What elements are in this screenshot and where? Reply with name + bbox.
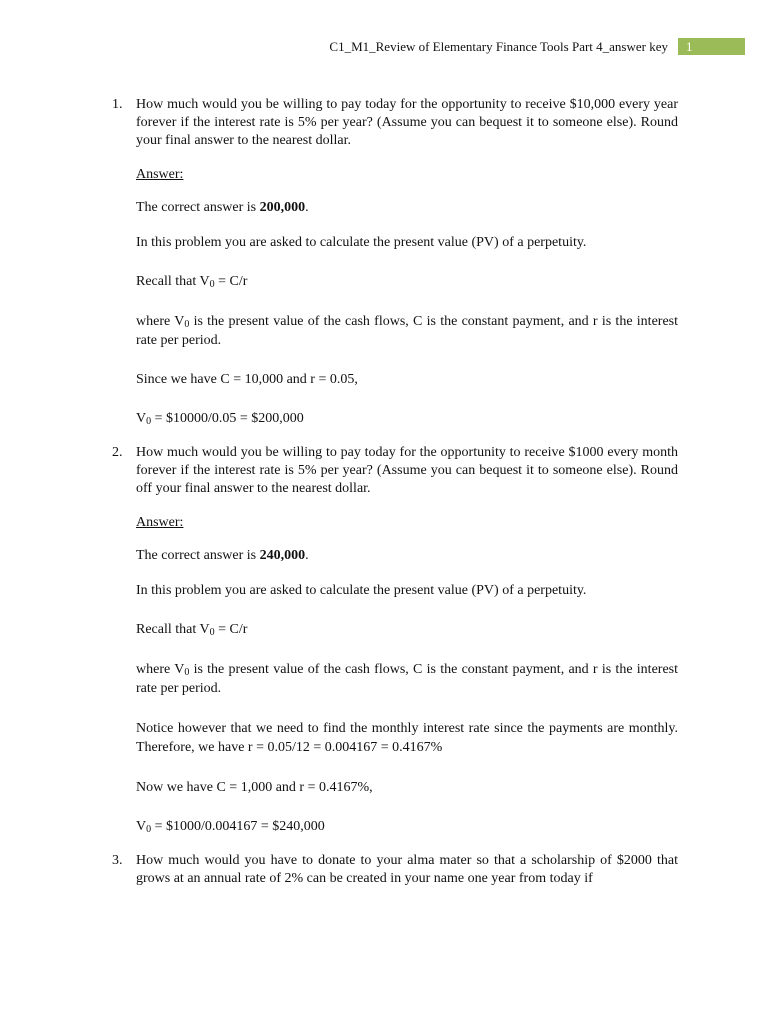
calc-suffix: = $10000/0.05 = $200,000 [151, 411, 304, 426]
question-3 [112, 852, 678, 888]
document-title: C1_M1_Review of Elementary Finance Tools Part 4_answer key [329, 39, 668, 54]
question-number: 1. [112, 97, 123, 112]
correct-answer-prefix: The correct answer is [136, 548, 260, 563]
correct-answer-prefix: The correct answer is [136, 200, 260, 215]
document-body [0, 96, 768, 888]
correct-answer-value: 200,000 [259, 200, 306, 215]
where-suffix: is the present value of the cash flows, C is the constant payment, and r is the interest rate per period. [136, 314, 678, 348]
recall-suffix: = C/r [214, 622, 248, 637]
question-1 [112, 96, 678, 150]
page-header [0, 38, 745, 56]
question-text: How much would you be willing to pay today for the opportunity to receive $10,000 every year forever if the interest rate is 5% per year? (Assume you can bequest it to someone else). Round your final answer to the nearest dollar. [136, 97, 678, 148]
calculation [136, 817, 678, 836]
correct-answer-suffix: . [305, 200, 309, 215]
correct-answer-suffix: . [305, 548, 309, 563]
explanation: In this problem you are asked to calculate the present value (PV) of a perpetuity. [136, 583, 587, 598]
answer-label-text: Answer: [136, 515, 184, 530]
monthly-rate-note: Notice however that we need to find the monthly interest rate since the payments are monthly. Therefore, we have r = 0.05/12 = 0.004167 = 0.4167% [136, 721, 678, 755]
answer-label [136, 165, 678, 184]
calc-subscript: 0 [146, 416, 152, 427]
where-prefix: where V [136, 662, 185, 677]
calc-suffix: = $1000/0.004167 = $240,000 [151, 819, 325, 834]
answer-label-text: Answer: [136, 167, 184, 182]
answer-label [136, 513, 678, 532]
question-text: How much would you have to donate to your alma mater so that a scholarship of $2000 that grows at an annual rate of 2% can be created in your name one year from today if [136, 853, 678, 886]
correct-answer-value: 240,000 [259, 548, 306, 563]
recall-formula [136, 272, 678, 291]
correct-answer [136, 546, 678, 565]
calculation [136, 409, 678, 428]
formula-definition [136, 660, 678, 698]
recall-suffix: = C/r [214, 274, 248, 289]
where-suffix: is the present value of the cash flows, C is the constant payment, and r is the interest rate per period. [136, 662, 678, 696]
given-values: Since we have C = 10,000 and r = 0.05, [136, 372, 358, 387]
formula-definition [136, 312, 678, 350]
question-number: 2. [112, 445, 123, 460]
correct-answer [136, 198, 678, 217]
recall-prefix: Recall that V [136, 622, 210, 637]
where-subscript: 0 [184, 667, 190, 678]
recall-prefix: Recall that V [136, 274, 210, 289]
calc-prefix: V [136, 819, 147, 834]
question-text: How much would you be willing to pay today for the opportunity to receive $1000 every month forever if the interest rate is 5% per year? (Assume you can bequest it to someone else). Round off your final answer to the nearest dollar. [136, 445, 678, 496]
where-subscript: 0 [184, 319, 190, 330]
page-number-badge: 1 [678, 38, 745, 55]
where-prefix: where V [136, 314, 185, 329]
recall-formula [136, 620, 678, 639]
explanation: In this problem you are asked to calculate the present value (PV) of a perpetuity. [136, 235, 587, 250]
given-values: Now we have C = 1,000 and r = 0.4167%, [136, 780, 373, 795]
recall-subscript: 0 [209, 279, 215, 290]
recall-subscript: 0 [209, 627, 215, 638]
calc-prefix: V [136, 411, 147, 426]
question-2 [112, 444, 678, 498]
calc-subscript: 0 [146, 824, 152, 835]
question-number: 3. [112, 853, 123, 868]
